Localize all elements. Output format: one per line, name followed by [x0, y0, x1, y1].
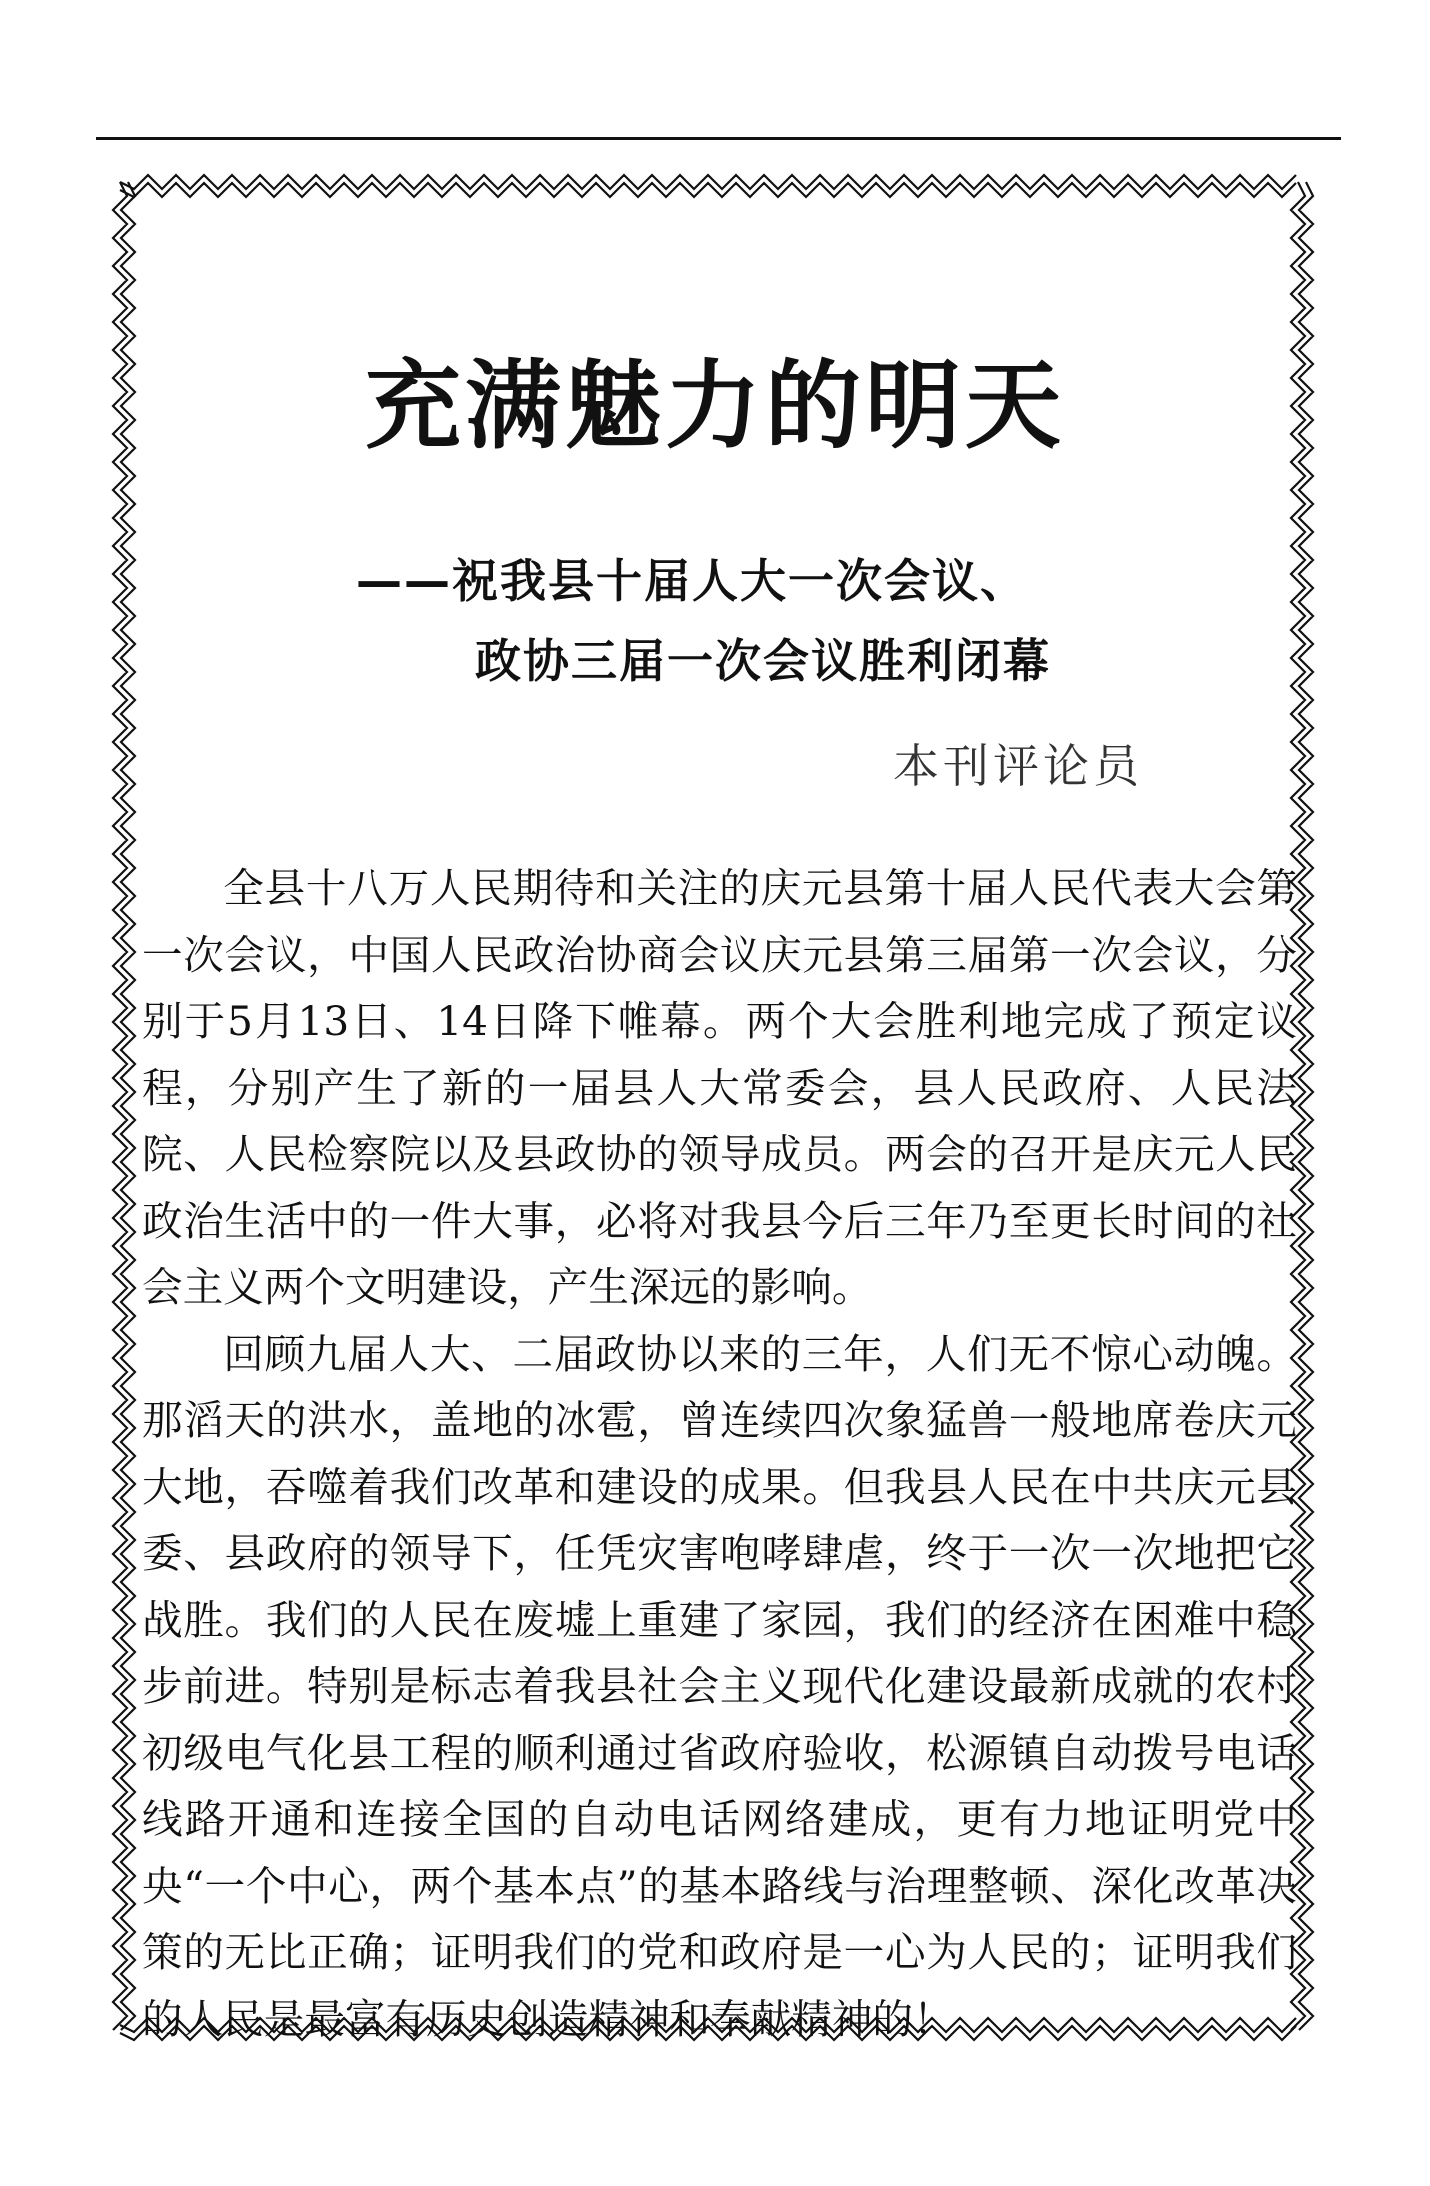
article-body — [142, 855, 1297, 2052]
article-byline: 本刊评论员 — [893, 739, 1143, 793]
top-rule — [96, 137, 1341, 140]
body-paragraph: 回顾九届人大、二届政协以来的三年，人们无不惊心动魄。那滔天的洪水，盖地的冰雹，曾连续四次象猛兽一般地席卷庆元大地，吞噬着我们改革和建设的成果。但我县人民在中共庆元县委、县政府的领导下，任凭灾害咆哮肆虐，终于一次一次地把它战胜。我们的人民在废墟上重建了家园，我们的经济在困难中稳步前进。特别是标志着我县社会主义现代化建设最新成就的农村初级电气化县工程的顺利通过省政府验收，松源镇自动拨号电话线路开通和连接全国的自动电话网络建成，更有力地证明党中央“一个中心，两个基本点”的基本路线与治理整顿、深化改革决策的无比正确；证明我们的党和政府是一心为人民的；证明我们的人民是最富有历史创造精神和奉献精神的！ — [142, 1329, 1297, 2043]
article-subtitle-line2: 政协三届一次会议胜利闭幕 — [475, 634, 1051, 688]
body-paragraph: 全县十八万人民期待和关注的庆元县第十届人民代表大会第一次会议，中国人民政治协商会议庆元县第三届第一次会议，分别于5月13日、14日降下帷幕。两个大会胜利地完成了预定议程，分别产生了新的一届县人大常委会，县人民政府、人民法院、人民检察院以及县政协的领导成员。两会的召开是庆元人民政治生活中的一件大事，必将对我县今后三年乃至更长时间的社会主义两个文明建设，产生深远的影响。 — [142, 864, 1297, 1311]
article-title: 充满魅力的明天 — [365, 350, 1065, 462]
article-subtitle-line1: ——祝我县十届人大一次会议、 — [356, 554, 1028, 608]
